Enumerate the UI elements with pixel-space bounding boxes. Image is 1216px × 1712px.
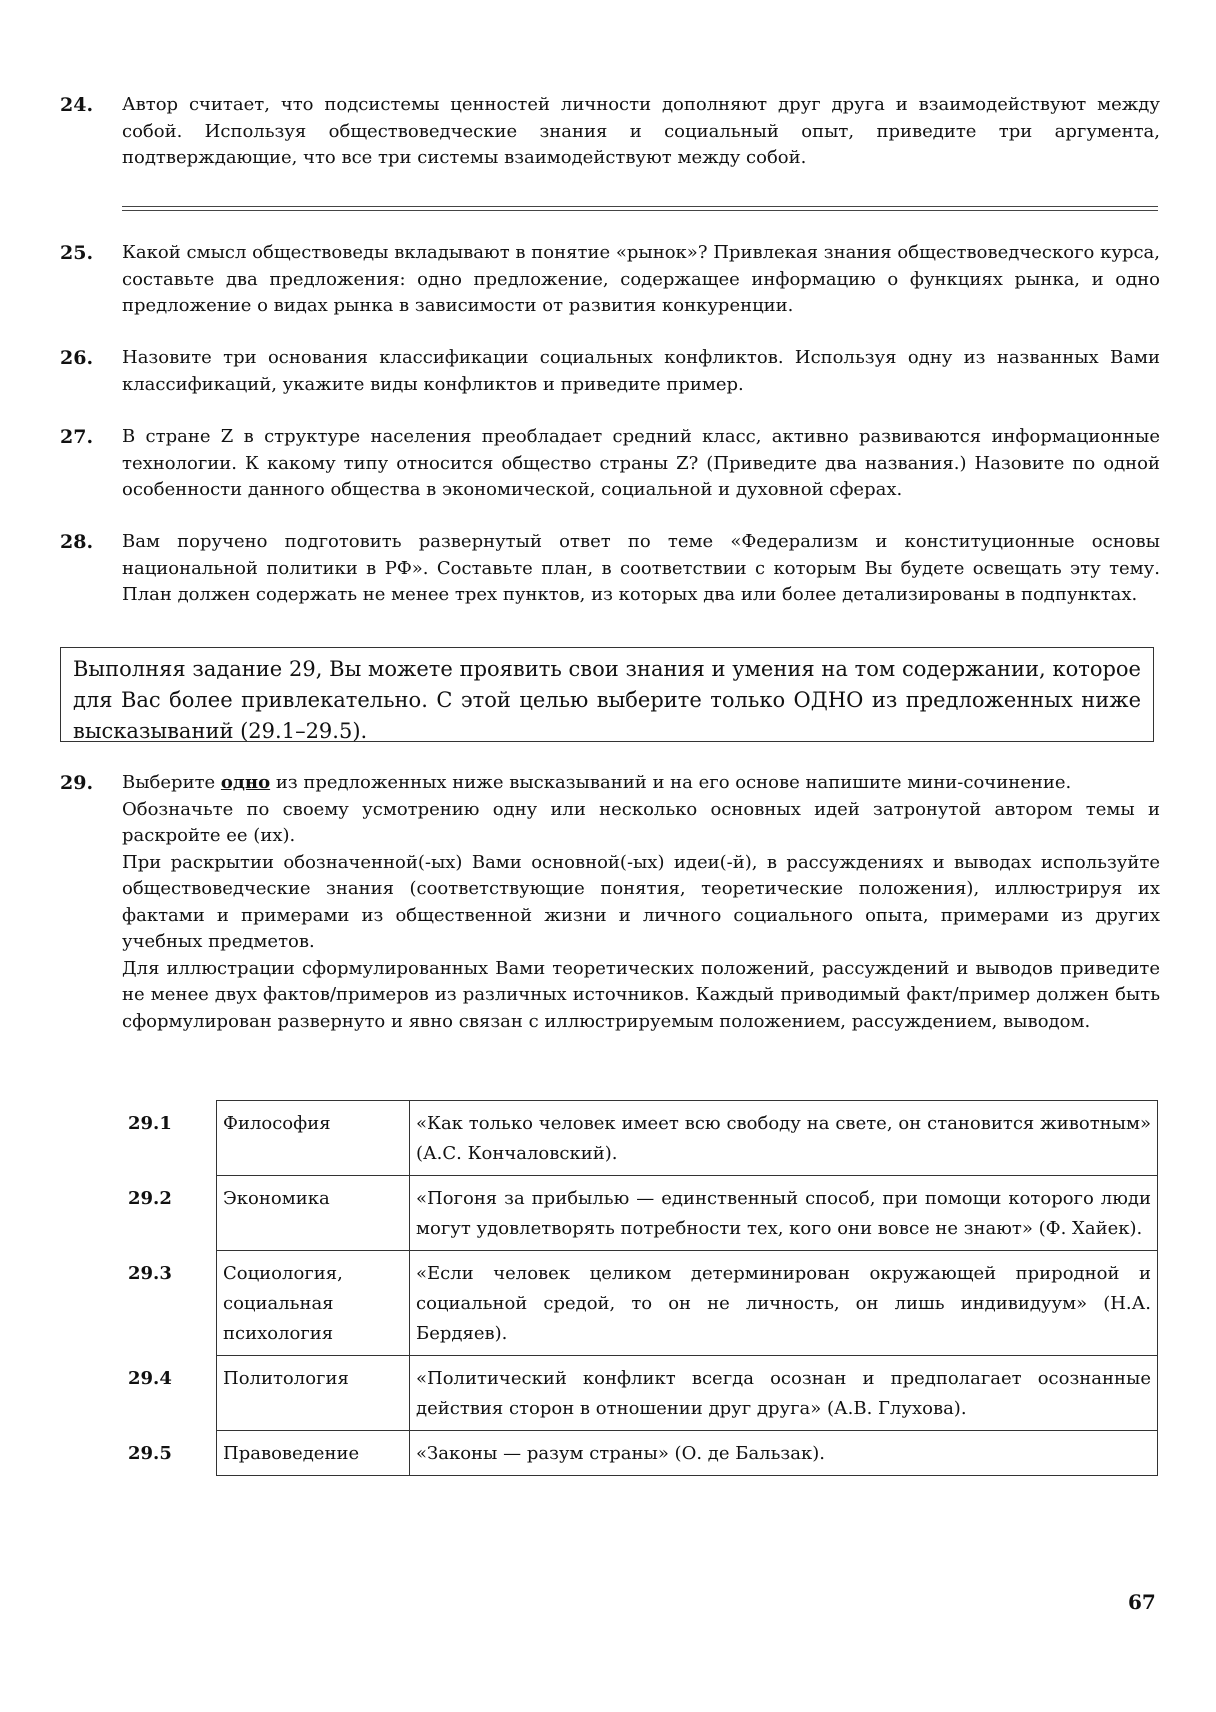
statement-subject: Экономика	[217, 1176, 410, 1251]
task-29-paragraph: Для иллюстрации сформулированных Вами теоретических положений, рассуждений и выводов приведите не менее двух фактов/примеров из различных источников. Каждый приводимый факт/пример должен быть сформулирован развернуто и явно связан с иллюстрируемым положением, рассуждением, выводом.	[122, 957, 1160, 1032]
task-27	[60, 424, 1160, 504]
statement-number: 29.3	[128, 1262, 172, 1284]
intro-text-end: из предложенных ниже высказываний и на его основе напишите мини-сочинение.	[270, 772, 1072, 793]
task-text: Назовите три основания классификации социальных конфликтов. Используя одну из названных Вами классификаций, укажите виды конфликтов и приведите пример.	[122, 347, 1160, 395]
task-text: Автор считает, что подсистемы ценностей личности дополняют друг друга и взаимодействуют между собой. Используя обществоведческие знания и социальный опыт, приведите три аргумента, подтверждающие, что все три системы взаимодействуют между собой.	[122, 94, 1160, 168]
answer-line-divider	[122, 206, 1158, 211]
statement-quote: «Политический конфликт всегда осознан и предполагает осознанные действия сторон в отношении друг друга» (А.В. Глухова).	[410, 1356, 1158, 1431]
table-row	[122, 1431, 1158, 1476]
statement-number: 29.1	[128, 1112, 172, 1134]
task-29-notice-box: Выполняя задание 29, Вы можете проявить свои знания и умения на том содержании, которое для Вас более привлекательно. С этой целью выберите только ОДНО из предложенных ниже высказываний (29.1–29.5).	[60, 647, 1154, 742]
statement-number: 29.2	[128, 1187, 172, 1209]
task-29-instructions	[122, 770, 1160, 1035]
task-29-paragraph: Обозначьте по своему усмотрению одну или несколько основных идей затронутой автором темы и раскройте ее (их).	[122, 798, 1160, 846]
task-26	[60, 345, 1160, 398]
statement-quote: «Законы — разум страны» (О. де Бальзак).	[410, 1431, 1158, 1476]
statement-quote: «Погоня за прибылью — единственный способ, при помощи которого люди могут удовлетворять потребности тех, кого они вовсе не знают» (Ф. Хайек).	[410, 1176, 1158, 1251]
task-text: Какой смысл обществоведы вкладывают в понятие «рынок»? Привлекая знания обществоведческого курса, составьте два предложения: одно предложение, содержащее информацию о функциях рынка, и одно предложение о видах рынка в зависимости от развития конкуренции.	[122, 242, 1160, 316]
emphasized-word: одно	[220, 772, 271, 793]
task-number: 24.	[60, 94, 94, 116]
task-25	[60, 240, 1160, 320]
task-number: 28.	[60, 531, 94, 553]
task-number: 26.	[60, 347, 94, 369]
table-row	[122, 1356, 1158, 1431]
task-number: 25.	[60, 242, 94, 264]
statements-table	[122, 1100, 1158, 1476]
table-row	[122, 1101, 1158, 1176]
task-text: В стране Z в структуре населения преобладает средний класс, активно развиваются информационные технологии. К какому типу относится общество страны Z? (Приведите два названия.) Назовите по одной особенности данного общества в экономической, социальной и духовной сферах.	[122, 426, 1160, 500]
table-row	[122, 1176, 1158, 1251]
statement-number: 29.5	[128, 1442, 172, 1464]
task-24	[60, 92, 1160, 172]
statement-quote: «Как только человек имеет всю свободу на свете, он становится животным» (А.С. Кончаловский).	[410, 1101, 1158, 1176]
task-29-paragraph: При раскрытии обозначенной(-ых) Вами основной(-ых) идеи(-й), в рассуждениях и выводах используйте обществоведческие знания (соответствующие понятия, теоретические положения), иллюстрируя их фактами и примерами из общественной жизни и личного социального опыта, примерами из других учебных предметов.	[122, 851, 1160, 952]
statement-subject: Философия	[217, 1101, 410, 1176]
statement-subject: Правоведение	[217, 1431, 410, 1476]
task-28	[60, 529, 1160, 609]
task-29	[60, 770, 1160, 1035]
intro-text: Выберите	[122, 772, 221, 793]
statement-subject: Социология, социальная психология	[217, 1251, 410, 1356]
page-number: 67	[1128, 1590, 1156, 1614]
statement-quote: «Если человек целиком детерминирован окружающей природной и социальной средой, то он не личность, он лишь индивидуум» (Н.А. Бердяев).	[410, 1251, 1158, 1356]
task-number: 27.	[60, 426, 94, 448]
statement-number: 29.4	[128, 1367, 172, 1389]
statement-subject: Политология	[217, 1356, 410, 1431]
table-row	[122, 1251, 1158, 1356]
task-text: Вам поручено подготовить развернутый ответ по теме «Федерализм и конституционные основы национальной политики в РФ». Составьте план, в соответствии с которым Вы будете освещать эту тему. План должен содержать не менее трех пунктов, из которых два или более детализированы в подпунктах.	[122, 531, 1160, 605]
task-number: 29.	[60, 772, 94, 794]
task-29-intro	[122, 770, 1160, 797]
